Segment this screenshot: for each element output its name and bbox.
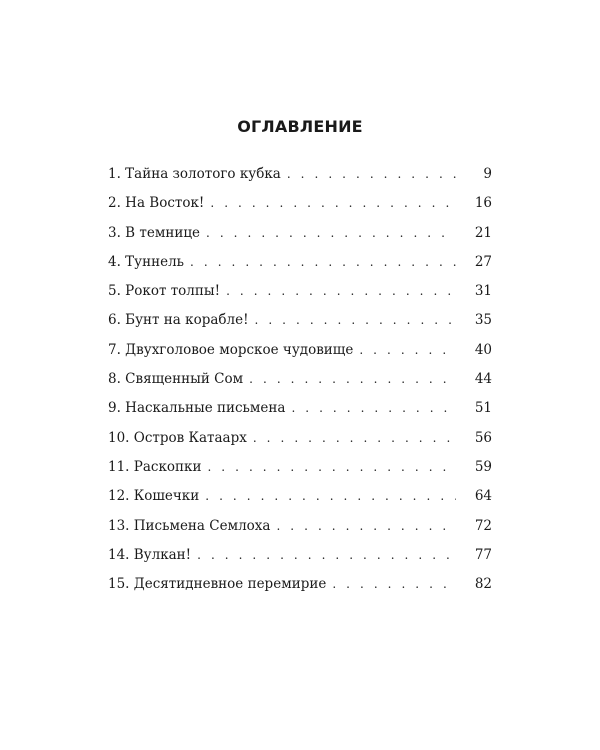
- toc-entry-page: 82: [474, 576, 492, 593]
- toc-entry-page: 44: [474, 371, 492, 388]
- toc-entry-6: [108, 310, 492, 339]
- toc-entry-label: 9. Наскальные письмена: [108, 400, 286, 417]
- dot-leader: [291, 398, 456, 418]
- toc-entry-page: 35: [474, 312, 492, 329]
- toc-entry-label: 13. Письмена Семлоха: [108, 517, 271, 534]
- toc-entry-page: 21: [474, 224, 492, 241]
- toc-entry-12: [108, 486, 492, 515]
- toc-entry-3: [108, 223, 492, 252]
- dot-leader: [190, 252, 456, 272]
- toc-entry-label: 14. Вулкан!: [108, 546, 192, 563]
- toc-title: ОГЛАВЛЕНИЕ: [237, 117, 363, 136]
- toc-entry-page: 59: [474, 458, 492, 475]
- toc-entry-10: [108, 428, 492, 457]
- toc-entry-4: [108, 252, 492, 281]
- toc-entry-page: 72: [474, 517, 492, 534]
- dot-leader: [255, 310, 456, 330]
- toc-entry-label: 15. Десятидневное перемирие: [108, 576, 327, 593]
- dot-leader: [287, 164, 456, 184]
- toc-list: [108, 164, 492, 603]
- toc-entry-11: [108, 457, 492, 486]
- toc-entry-7: [108, 340, 492, 369]
- dot-leader: [205, 486, 456, 506]
- dot-leader: [249, 369, 456, 389]
- toc-entry-page: 31: [474, 283, 492, 300]
- toc-entry-label: 8. Священный Сом: [108, 371, 244, 388]
- toc-entry-label: 7. Двухголовое морское чудовище: [108, 341, 354, 358]
- dot-leader: [206, 223, 456, 243]
- dot-leader: [207, 457, 456, 477]
- toc-entry-label: 10. Остров Катаарх: [108, 429, 247, 446]
- toc-entry-page: 9: [483, 166, 492, 182]
- dot-leader: [226, 281, 456, 301]
- toc-entry-15: [108, 574, 492, 603]
- dot-leader: [197, 545, 456, 565]
- dot-leader: [359, 340, 456, 360]
- dot-leader: [253, 428, 456, 448]
- toc-entry-label: 2. На Восток!: [108, 195, 205, 212]
- dot-leader: [210, 193, 456, 213]
- toc-entry-label: 6. Бунт на корабле!: [108, 312, 249, 329]
- toc-entry-page: 64: [474, 488, 492, 505]
- toc-entry-1: [108, 164, 492, 193]
- toc-entry-label: 1. Тайна золотого кубка: [108, 166, 281, 182]
- toc-entry-page: 56: [474, 429, 492, 446]
- dot-leader: [276, 516, 456, 536]
- dot-leader: [332, 574, 456, 594]
- toc-entry-14: [108, 545, 492, 574]
- toc-entry-page: 40: [474, 341, 492, 358]
- toc-entry-page: 27: [474, 253, 492, 270]
- toc-entry-2: [108, 193, 492, 222]
- toc-entry-label: 3. В темнице: [108, 224, 201, 241]
- toc-entry-page: 77: [474, 546, 492, 563]
- toc-entry-label: 11. Раскопки: [108, 458, 202, 475]
- toc-entry-5: [108, 281, 492, 310]
- toc-entry-page: 51: [474, 400, 492, 417]
- toc-entry-9: [108, 398, 492, 427]
- toc-entry-8: [108, 369, 492, 398]
- toc-entry-label: 4. Туннель: [108, 253, 185, 270]
- toc-entry-label: 12. Кошечки: [108, 488, 200, 505]
- toc-entry-label: 5. Рокот толпы!: [108, 283, 221, 300]
- toc-entry-page: 16: [474, 195, 492, 212]
- toc-entry-13: [108, 516, 492, 545]
